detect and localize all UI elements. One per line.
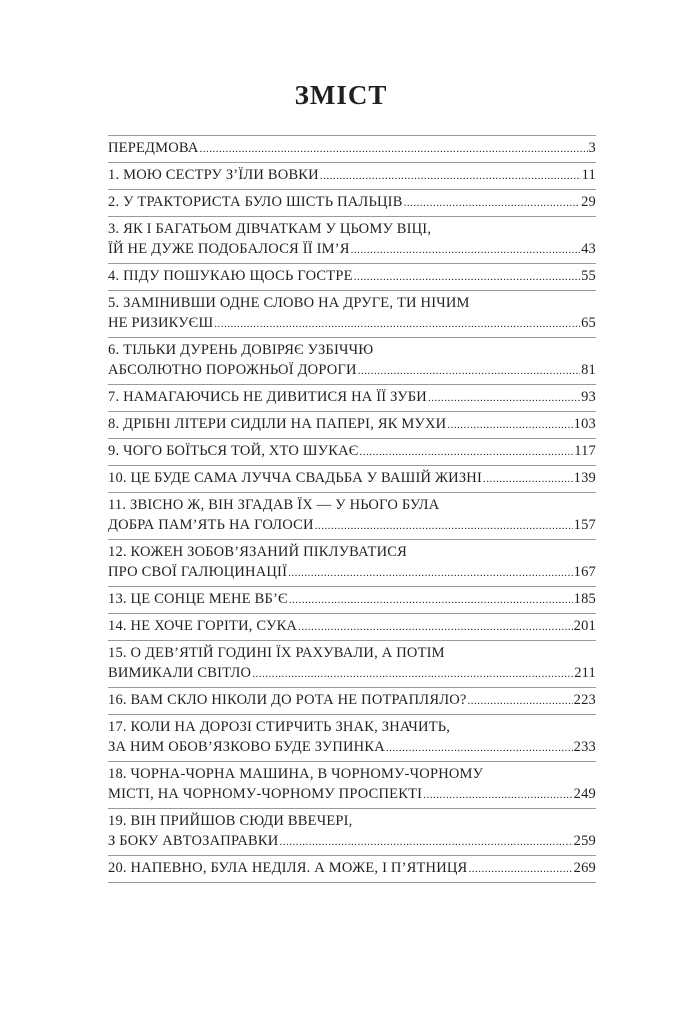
toc-entry-title-line: 14. НЕ ХОЧЕ ГОРІТИ, СУКА	[108, 618, 298, 634]
toc-page-number: 201	[573, 618, 596, 634]
toc-entry[interactable]	[108, 762, 596, 809]
toc-page-number: 43	[581, 241, 596, 257]
toc-entry-last-line	[108, 165, 596, 186]
toc-entry-title-line: 7. НАМАГАЮЧИСЬ НЕ ДИВИТИСЯ НА ЇЇ ЗУБИ	[108, 389, 427, 405]
toc-entry-title-line: 17. КОЛИ НА ДОРОЗІ СТИРЧИТЬ ЗНАК, ЗНАЧИТЬ,	[108, 719, 451, 735]
toc-entry[interactable]	[108, 688, 596, 715]
toc-entry-last-line	[108, 138, 596, 159]
dot-leader	[386, 737, 573, 758]
toc-entry[interactable]	[108, 136, 596, 163]
toc-entry-last-line	[108, 690, 596, 711]
toc-entry-title-line: ПЕРЕДМОВА	[108, 140, 199, 156]
toc-page-number: 269	[573, 860, 596, 876]
toc-entry[interactable]	[108, 614, 596, 641]
toc-entry[interactable]	[108, 540, 596, 587]
dot-leader	[483, 468, 573, 489]
toc-entry[interactable]	[108, 493, 596, 540]
dot-leader	[279, 831, 572, 852]
toc-page-number: 185	[573, 591, 596, 607]
toc-entry[interactable]	[108, 809, 596, 856]
toc-page-number: 249	[573, 786, 596, 802]
toc-page-number: 117	[574, 443, 596, 459]
toc-entry[interactable]	[108, 439, 596, 466]
toc-entry-last-line	[108, 515, 596, 536]
toc-entry[interactable]	[108, 217, 596, 264]
dot-leader	[320, 165, 581, 186]
toc-entry[interactable]	[108, 291, 596, 338]
toc-entry[interactable]	[108, 264, 596, 291]
toc-entry-title-line: МІСТІ, НА ЧОРНОМУ-ЧОРНОМУ ПРОСПЕКТІ	[108, 786, 423, 802]
toc-entry-last-line	[108, 468, 596, 489]
page-title: ЗМІСТ	[294, 80, 388, 110]
toc-page-number: 211	[574, 665, 596, 681]
toc-page-number: 55	[581, 268, 596, 284]
toc-entry-title-line: З БОКУ АВТОЗАПРАВКИ	[108, 833, 279, 849]
toc-entry[interactable]	[108, 856, 596, 883]
toc-page-number: 11	[581, 167, 596, 183]
dot-leader	[468, 690, 573, 711]
toc-entry-last-line	[108, 616, 596, 637]
toc-entry-title-line: 12. КОЖЕН ЗОБОВ’ЯЗАНИЙ ПІКЛУВАТИСЯ	[108, 544, 407, 560]
toc-entry-last-line	[108, 562, 596, 583]
toc-entry-last-line	[108, 313, 596, 334]
toc-page-number: 29	[581, 194, 596, 210]
toc-entry-last-line	[108, 266, 596, 287]
dot-leader	[214, 313, 580, 334]
toc-page-number: 233	[573, 739, 596, 755]
toc-page-number: 81	[581, 362, 596, 378]
dot-leader	[468, 858, 572, 879]
toc-entry-title-line: 3. ЯК І БАГАТЬОМ ДІВЧАТКАМ У ЦЬОМУ ВІЦІ,	[108, 221, 432, 237]
dot-leader	[423, 784, 572, 805]
dot-leader	[360, 441, 574, 462]
dot-leader	[252, 663, 573, 684]
dot-leader	[428, 387, 580, 408]
toc-entry-last-line	[108, 737, 596, 758]
toc-page-number: 65	[581, 315, 596, 331]
dot-leader	[447, 414, 572, 435]
dot-leader	[200, 138, 588, 159]
toc-entry[interactable]	[108, 412, 596, 439]
toc-entry-title-line: 15. О ДЕВ’ЯТІЙ ГОДИНІ ЇХ РАХУВАЛИ, А ПОТІМ	[108, 645, 445, 661]
toc-entry-title-line: 18. ЧОРНА-ЧОРНА МАШИНА, В ЧОРНОМУ-ЧОРНОМУ	[108, 766, 484, 782]
dot-leader	[358, 360, 580, 381]
toc-entry-title-line: 13. ЦЕ СОНЦЕ МЕНЕ ВБ’Є	[108, 591, 288, 607]
toc-entry-title-line: 20. НАПЕВНО, БУЛА НЕДІЛЯ. А МОЖЕ, І П’ЯТНИЦЯ	[108, 860, 468, 876]
toc-entry[interactable]	[108, 587, 596, 614]
toc-page-number: 103	[573, 416, 596, 432]
toc-entry[interactable]	[108, 338, 596, 385]
toc-entry-last-line	[108, 663, 596, 684]
toc-page-number: 139	[573, 470, 596, 486]
toc-entry-title-line: 4. ПІДУ ПОШУКАЮ ЩОСЬ ГОСТРЕ	[108, 268, 353, 284]
toc-page-number: 167	[573, 564, 596, 580]
toc-entry[interactable]	[108, 641, 596, 688]
toc-entry-last-line	[108, 239, 596, 260]
toc-entry-title-line: ПРО СВОЇ ГАЛЮЦИНАЦІЇ	[108, 564, 288, 580]
toc-entry-last-line	[108, 414, 596, 435]
toc-entry-title-line: НЕ РИЗИКУЄШ	[108, 315, 214, 331]
toc-entry-title-line: 1. МОЮ СЕСТРУ З’ЇЛИ ВОВКИ	[108, 167, 319, 183]
toc-entry-title-line: ЗА НИМ ОБОВ’ЯЗКОВО БУДЕ ЗУПИНКА	[108, 739, 385, 755]
toc-entry-title-line: 8. ДРІБНІ ЛІТЕРИ СИДІЛИ НА ПАПЕРІ, ЯК МУХИ	[108, 416, 447, 432]
toc-entry-last-line	[108, 831, 596, 852]
toc-entry-title-line: 19. ВІН ПРИЙШОВ СЮДИ ВВЕЧЕРІ,	[108, 813, 353, 829]
toc-page-number: 223	[573, 692, 596, 708]
toc-entry-title-line: 16. ВАМ СКЛО НІКОЛИ ДО РОТА НЕ ПОТРАПЛЯЛО?	[108, 692, 467, 708]
dot-leader	[288, 562, 573, 583]
table-of-contents	[108, 135, 596, 883]
toc-entry-last-line	[108, 441, 596, 462]
toc-entry[interactable]	[108, 385, 596, 412]
toc-entry-title-line: 10. ЦЕ БУДЕ САМА ЛУЧЧА СВАДЬБА У ВАШІЙ ЖИЗНІ	[108, 470, 482, 486]
dot-leader	[289, 589, 573, 610]
toc-entry[interactable]	[108, 163, 596, 190]
toc-entry-title-line: 11. ЗВІСНО Ж, ВІН ЗГАДАВ ЇХ — У НЬОГО БУЛА	[108, 497, 440, 513]
toc-entry-last-line	[108, 192, 596, 213]
toc-entry-title-line: ЇЙ НЕ ДУЖЕ ПОДОБАЛОСЯ ЇЇ ІМ’Я	[108, 241, 350, 257]
toc-entry[interactable]	[108, 190, 596, 217]
toc-page-number: 157	[573, 517, 596, 533]
toc-entry[interactable]	[108, 715, 596, 762]
dot-leader	[351, 239, 580, 260]
toc-entry-title-line: АБСОЛЮТНО ПОРОЖНЬОЇ ДОРОГИ	[108, 362, 357, 378]
toc-entry-title-line: 5. ЗАМІНИВШИ ОДНЕ СЛОВО НА ДРУГЕ, ТИ НІЧИМ	[108, 295, 470, 311]
toc-entry-title-line: ВИМИКАЛИ СВІТЛО	[108, 665, 252, 681]
toc-entry-title-line: 2. У ТРАКТОРИСТА БУЛО ШІСТЬ ПАЛЬЦІВ	[108, 194, 403, 210]
toc-entry-title-line: ДОБРА ПАМ’ЯТЬ НА ГОЛОСИ	[108, 517, 314, 533]
dot-leader	[315, 515, 573, 536]
toc-entry-last-line	[108, 858, 596, 879]
toc-page-number: 259	[573, 833, 596, 849]
toc-entry-last-line	[108, 784, 596, 805]
toc-page-number: 93	[581, 389, 596, 405]
toc-page-number: 3	[588, 140, 596, 156]
toc-entry[interactable]	[108, 466, 596, 493]
toc-entry-last-line	[108, 360, 596, 381]
toc-entry-last-line	[108, 387, 596, 408]
dot-leader	[298, 616, 573, 637]
dot-leader	[354, 266, 580, 287]
toc-entry-title-line: 9. ЧОГО БОЇТЬСЯ ТОЙ, ХТО ШУКАЄ	[108, 443, 359, 459]
toc-entry-last-line	[108, 589, 596, 610]
toc-entry-title-line: 6. ТІЛЬКИ ДУРЕНЬ ДОВІРЯЄ УЗБІЧЧЮ	[108, 342, 374, 358]
dot-leader	[404, 192, 581, 213]
